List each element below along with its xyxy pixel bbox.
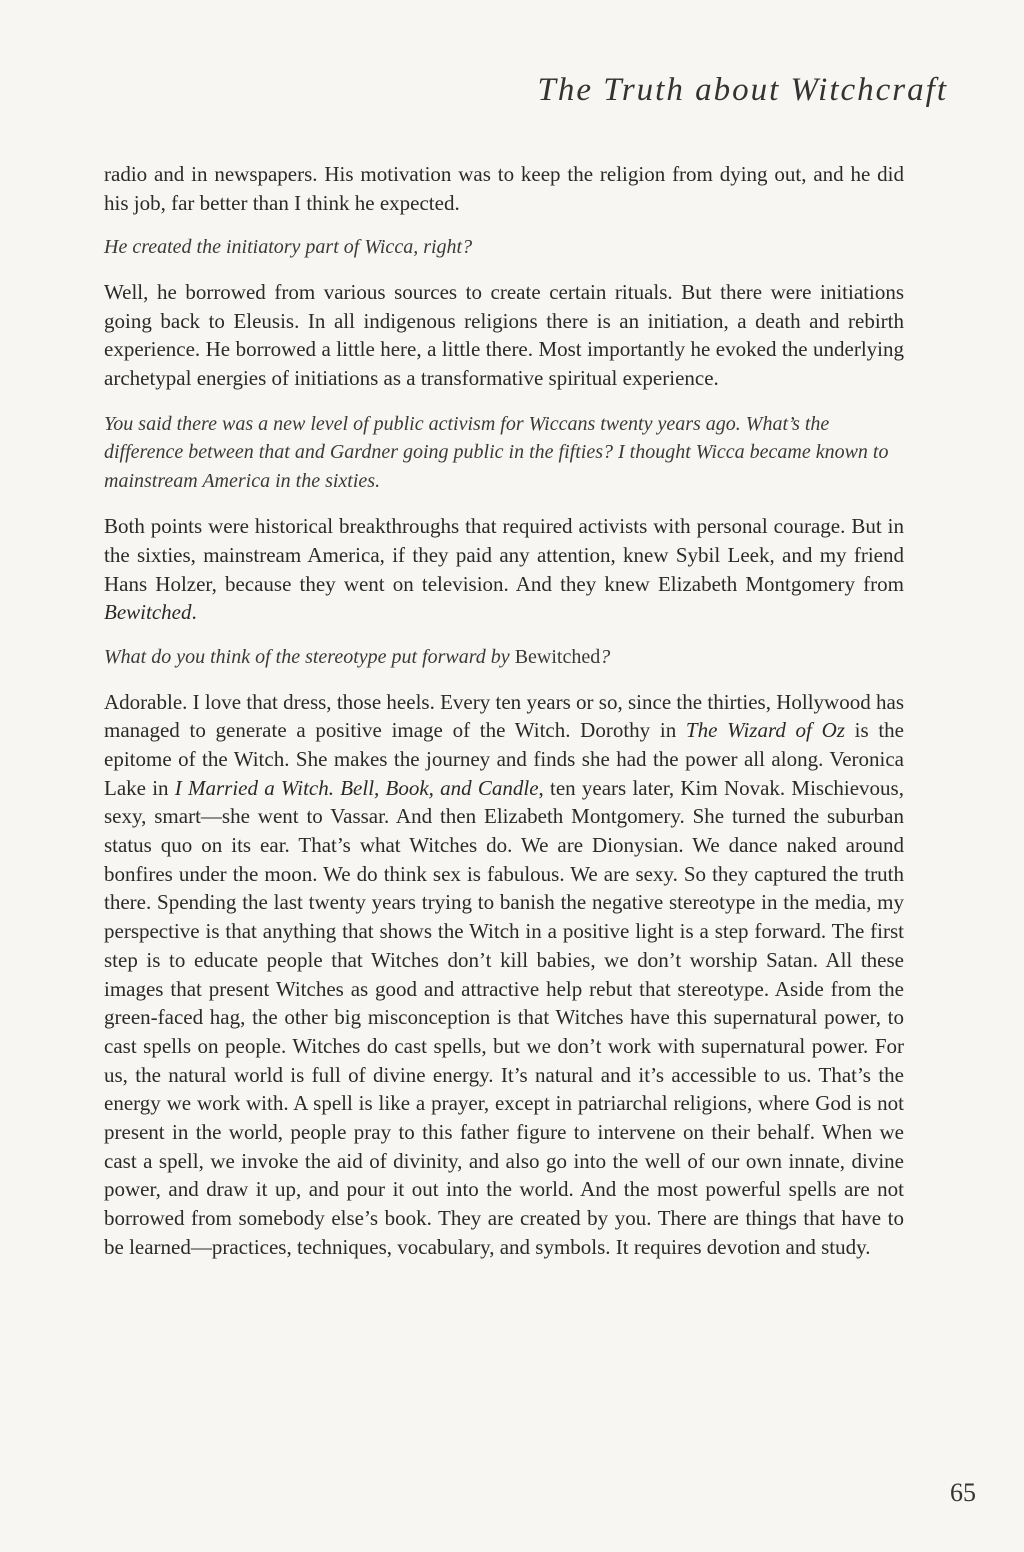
text-run: What do you think of the stereotype put forward by [104,646,515,669]
running-header: The Truth about Witchcraft [537,72,948,108]
text-run: . [191,600,197,625]
italic-title: The Wizard of Oz [685,718,845,743]
page-body [104,160,904,1262]
answer-paragraph [104,160,904,217]
question-paragraph [104,233,904,262]
italic-title: I Married a Witch. Bell, Book, and Candle [174,775,539,800]
text-run: , ten years later, Kim Novak. Mischievous, sexy, smart—she went to Vassar. And then Elizabeth Montgomery. She turned the suburban status quo on its ear. That’s what Witches do. We are Dionysian. We dance naked around bonfires under the moon. We do think sex is fabulous. We are sexy. So they captured the truth there. Spending the last twenty years trying to banish the negative stereotype in the media, my perspective is that anything that shows the Witch in a positive light is a step forward. The first step is to educate people that Witches don’t kill babies, we don’t worship Satan. All these images that present Witches as good and attractive help rebut that stereotype. Aside from the green-faced hag, the other big misconception is that Witches have this supernatural power, to cast spells on people. Witches do cast spells, but we don’t work with supernatural power. For us, the natural world is full of divine energy. It’s natural and it’s accessible to us. That’s the energy we work with. A spell is like a prayer, except in patriarchal religions, where God is not present in the world, people pray to this father figure to intervene on their behalf. When we cast a spell, we invoke the aid of divinity, and also go into the well of our own innate, divine power, and draw it up, and pour it out into the world. And the most powerful spells are not borrowed from somebody else’s book. They are created by you. There are things that have to be learned—practices, techniques, vocabulary, and symbols. It requires devotion and study. [104,775,904,1259]
answer-paragraph [104,512,904,627]
text-run: Well, he borrowed from various sources to create certain rituals. But there were initiations going back to Eleusis. In all indigenous religions there is an initiation, a death and rebirth experience. He borrowed a little here, a little there. Most importantly he evoked the underlying archetypal energies of initiations as a transformative spiritual experience. [104,279,904,391]
question-paragraph [104,643,904,672]
italic-title: Bewitched [104,600,192,625]
text-run: He created the initiatory part of Wicca, right? [104,236,473,259]
text-run: You said there was a new level of public activism for Wiccans twenty years ago. What’s the difference between that and Gardner going public in the fifties? I thought Wicca became known to mainstream America in the sixties. [104,412,889,492]
answer-paragraph [104,688,904,1262]
answer-paragraph [104,278,904,393]
question-paragraph [104,410,904,496]
text-run: is the epitome of the Witch. She makes the journey and finds she had the power all along. Veronica Lake in [104,718,904,800]
text-run: ? [600,646,611,669]
page-number: 65 [950,1478,976,1507]
text-run: Adorable. I love that dress, those heels. Every ten years or so, since the thirties, Hollywood has managed to generate a positive image of the Witch. Dorothy in [104,689,904,743]
text-run: radio and in newspapers. His motivation was to keep the religion from dying out, and he did his job, far better than I think he expected. [104,162,904,215]
text-run: Both points were historical breakthroughs that required activists with personal courage. But in the sixties, mainstream America, if they paid any attention, knew Sybil Leek, and my friend Hans Holzer, because they went on television. And they knew Elizabeth Montgomery from [104,514,904,596]
upright-title: Bewitched [514,646,601,669]
